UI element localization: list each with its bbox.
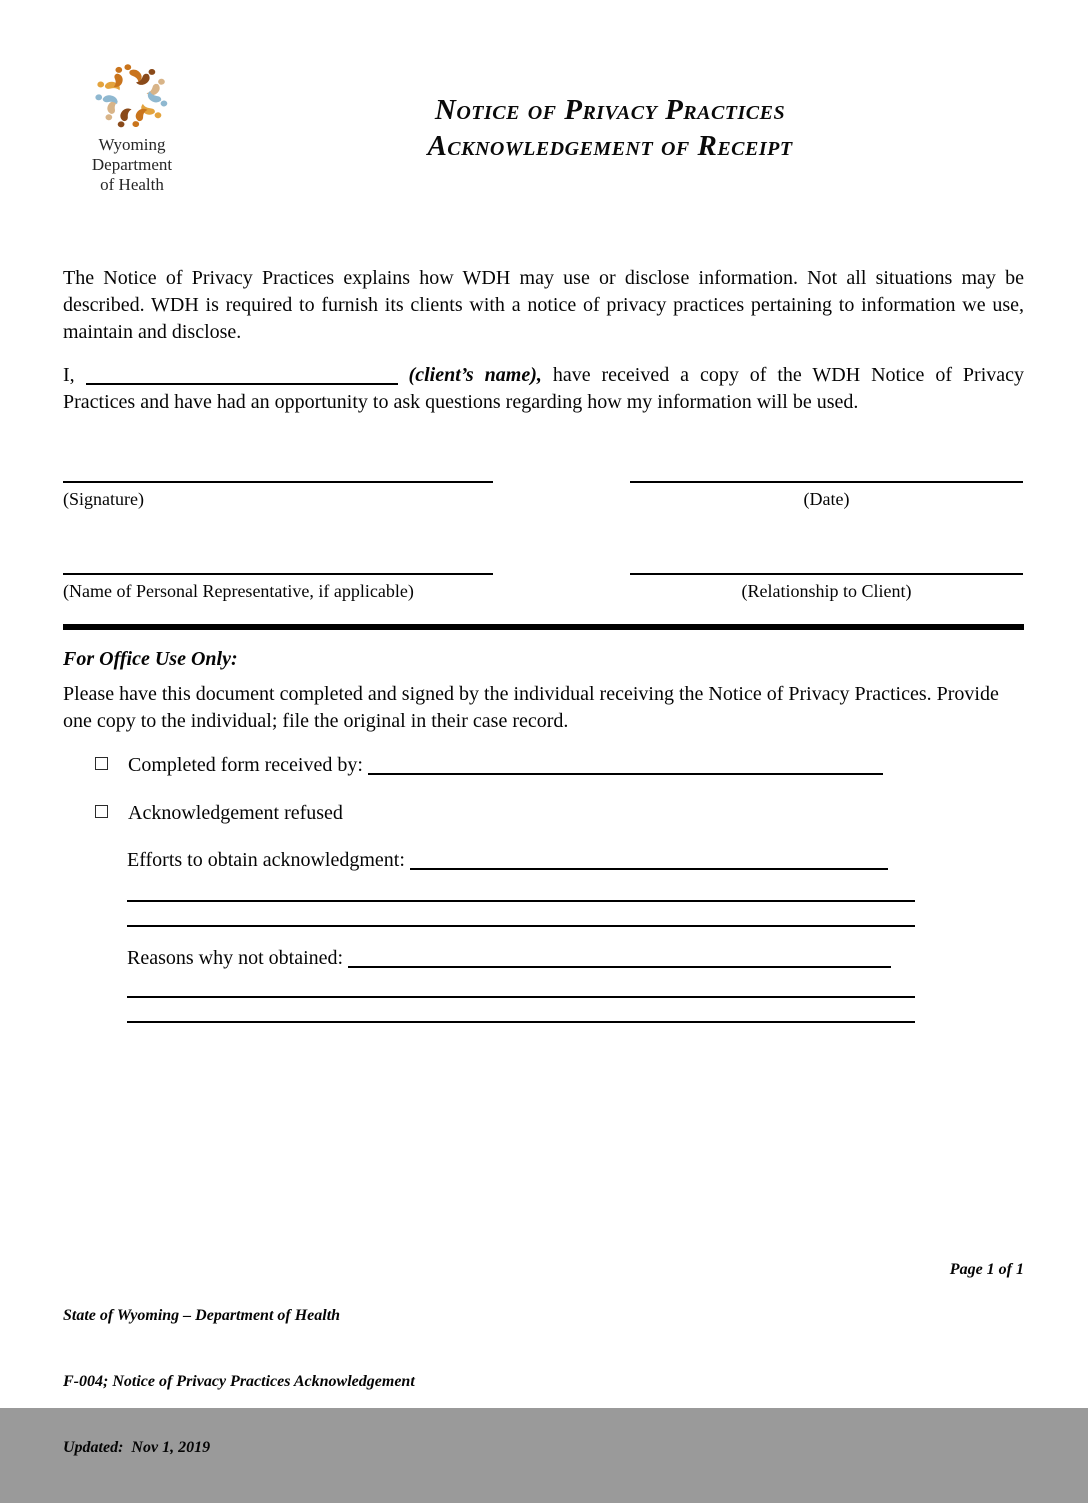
acknowledgement-refused-label: Acknowledgement refused: [128, 802, 343, 824]
efforts-field-line-1[interactable]: [410, 852, 888, 870]
section-divider: [63, 624, 1024, 630]
page-number: Page 1 of 1: [949, 1261, 1024, 1278]
completed-form-checkbox[interactable]: [95, 757, 108, 770]
logo-org-line: of Health: [100, 175, 164, 194]
representative-label: (Name of Personal Representative, if applicable): [63, 581, 414, 601]
logo-org-line: Department: [91, 155, 173, 174]
wyoming-doh-logo: [78, 58, 186, 195]
footer-org-line: State of Wyoming – Department of Health: [63, 1307, 341, 1324]
ack-suffix: have received a copy of the WDH Notice of Privacy Practices and have had an opportunity to ask questions regarding how my information will be used.: [63, 364, 1025, 413]
acknowledgement-refused-checkbox[interactable]: [95, 805, 108, 818]
client-name-hint: (client’s name),: [408, 364, 542, 386]
relationship-label: (Relationship to Client): [741, 581, 912, 601]
efforts-field-line-3[interactable]: [127, 925, 915, 927]
efforts-label: Efforts to obtain acknowledgment:: [127, 849, 405, 871]
office-use-heading: For Office Use Only:: [63, 648, 238, 670]
office-instructions: Please have this document completed and signed by the individual receiving the Notice of Privacy Practices. Provide one copy to the individual; file the original in their case record.: [63, 683, 999, 732]
page-title: [300, 92, 920, 164]
people-circle-icon: [89, 58, 175, 134]
footer-form-id-line: F-004; Notice of Privacy Practices Acknowledgement: [63, 1373, 415, 1390]
logo-org-name: [78, 135, 186, 195]
reasons-label: Reasons why not obtained:: [127, 947, 344, 969]
client-name-field[interactable]: [86, 367, 398, 385]
reasons-row: [127, 947, 891, 970]
relationship-field[interactable]: [630, 573, 1023, 575]
completed-form-row: [95, 754, 883, 777]
efforts-field-line-2[interactable]: [127, 900, 915, 902]
page-title-line-1: Notice of Privacy Practices: [434, 94, 786, 126]
ack-prefix: I,: [63, 364, 75, 386]
representative-name-field[interactable]: [63, 573, 493, 575]
intro-paragraph: The Notice of Privacy Practices explains how WDH may use or disclose information. Not all situations may be described. WDH is required to furnish its clients with a notice of privacy practices pertaining to information we use, maintain and disclose.: [63, 267, 1024, 343]
reasons-field-line-2[interactable]: [127, 996, 915, 998]
logo-org-line: Wyoming: [98, 135, 166, 154]
reasons-field-line-3[interactable]: [127, 1021, 915, 1023]
page-title-line-2: Acknowledgement of Receipt: [427, 130, 793, 162]
footer-updated-line: Updated: Nov 1, 2019: [63, 1439, 211, 1456]
document-footer: [63, 1261, 415, 1503]
date-field[interactable]: [630, 481, 1023, 483]
efforts-row: [127, 849, 888, 872]
signature-field[interactable]: [63, 481, 493, 483]
acknowledgement-paragraph: [63, 362, 1024, 416]
date-label: (Date): [803, 489, 850, 509]
reasons-field-line-1[interactable]: [348, 950, 891, 968]
received-by-field[interactable]: [368, 757, 883, 775]
completed-form-label: Completed form received by:: [128, 754, 363, 776]
signature-label: (Signature): [63, 489, 144, 509]
acknowledgement-refused-row: [95, 802, 343, 825]
